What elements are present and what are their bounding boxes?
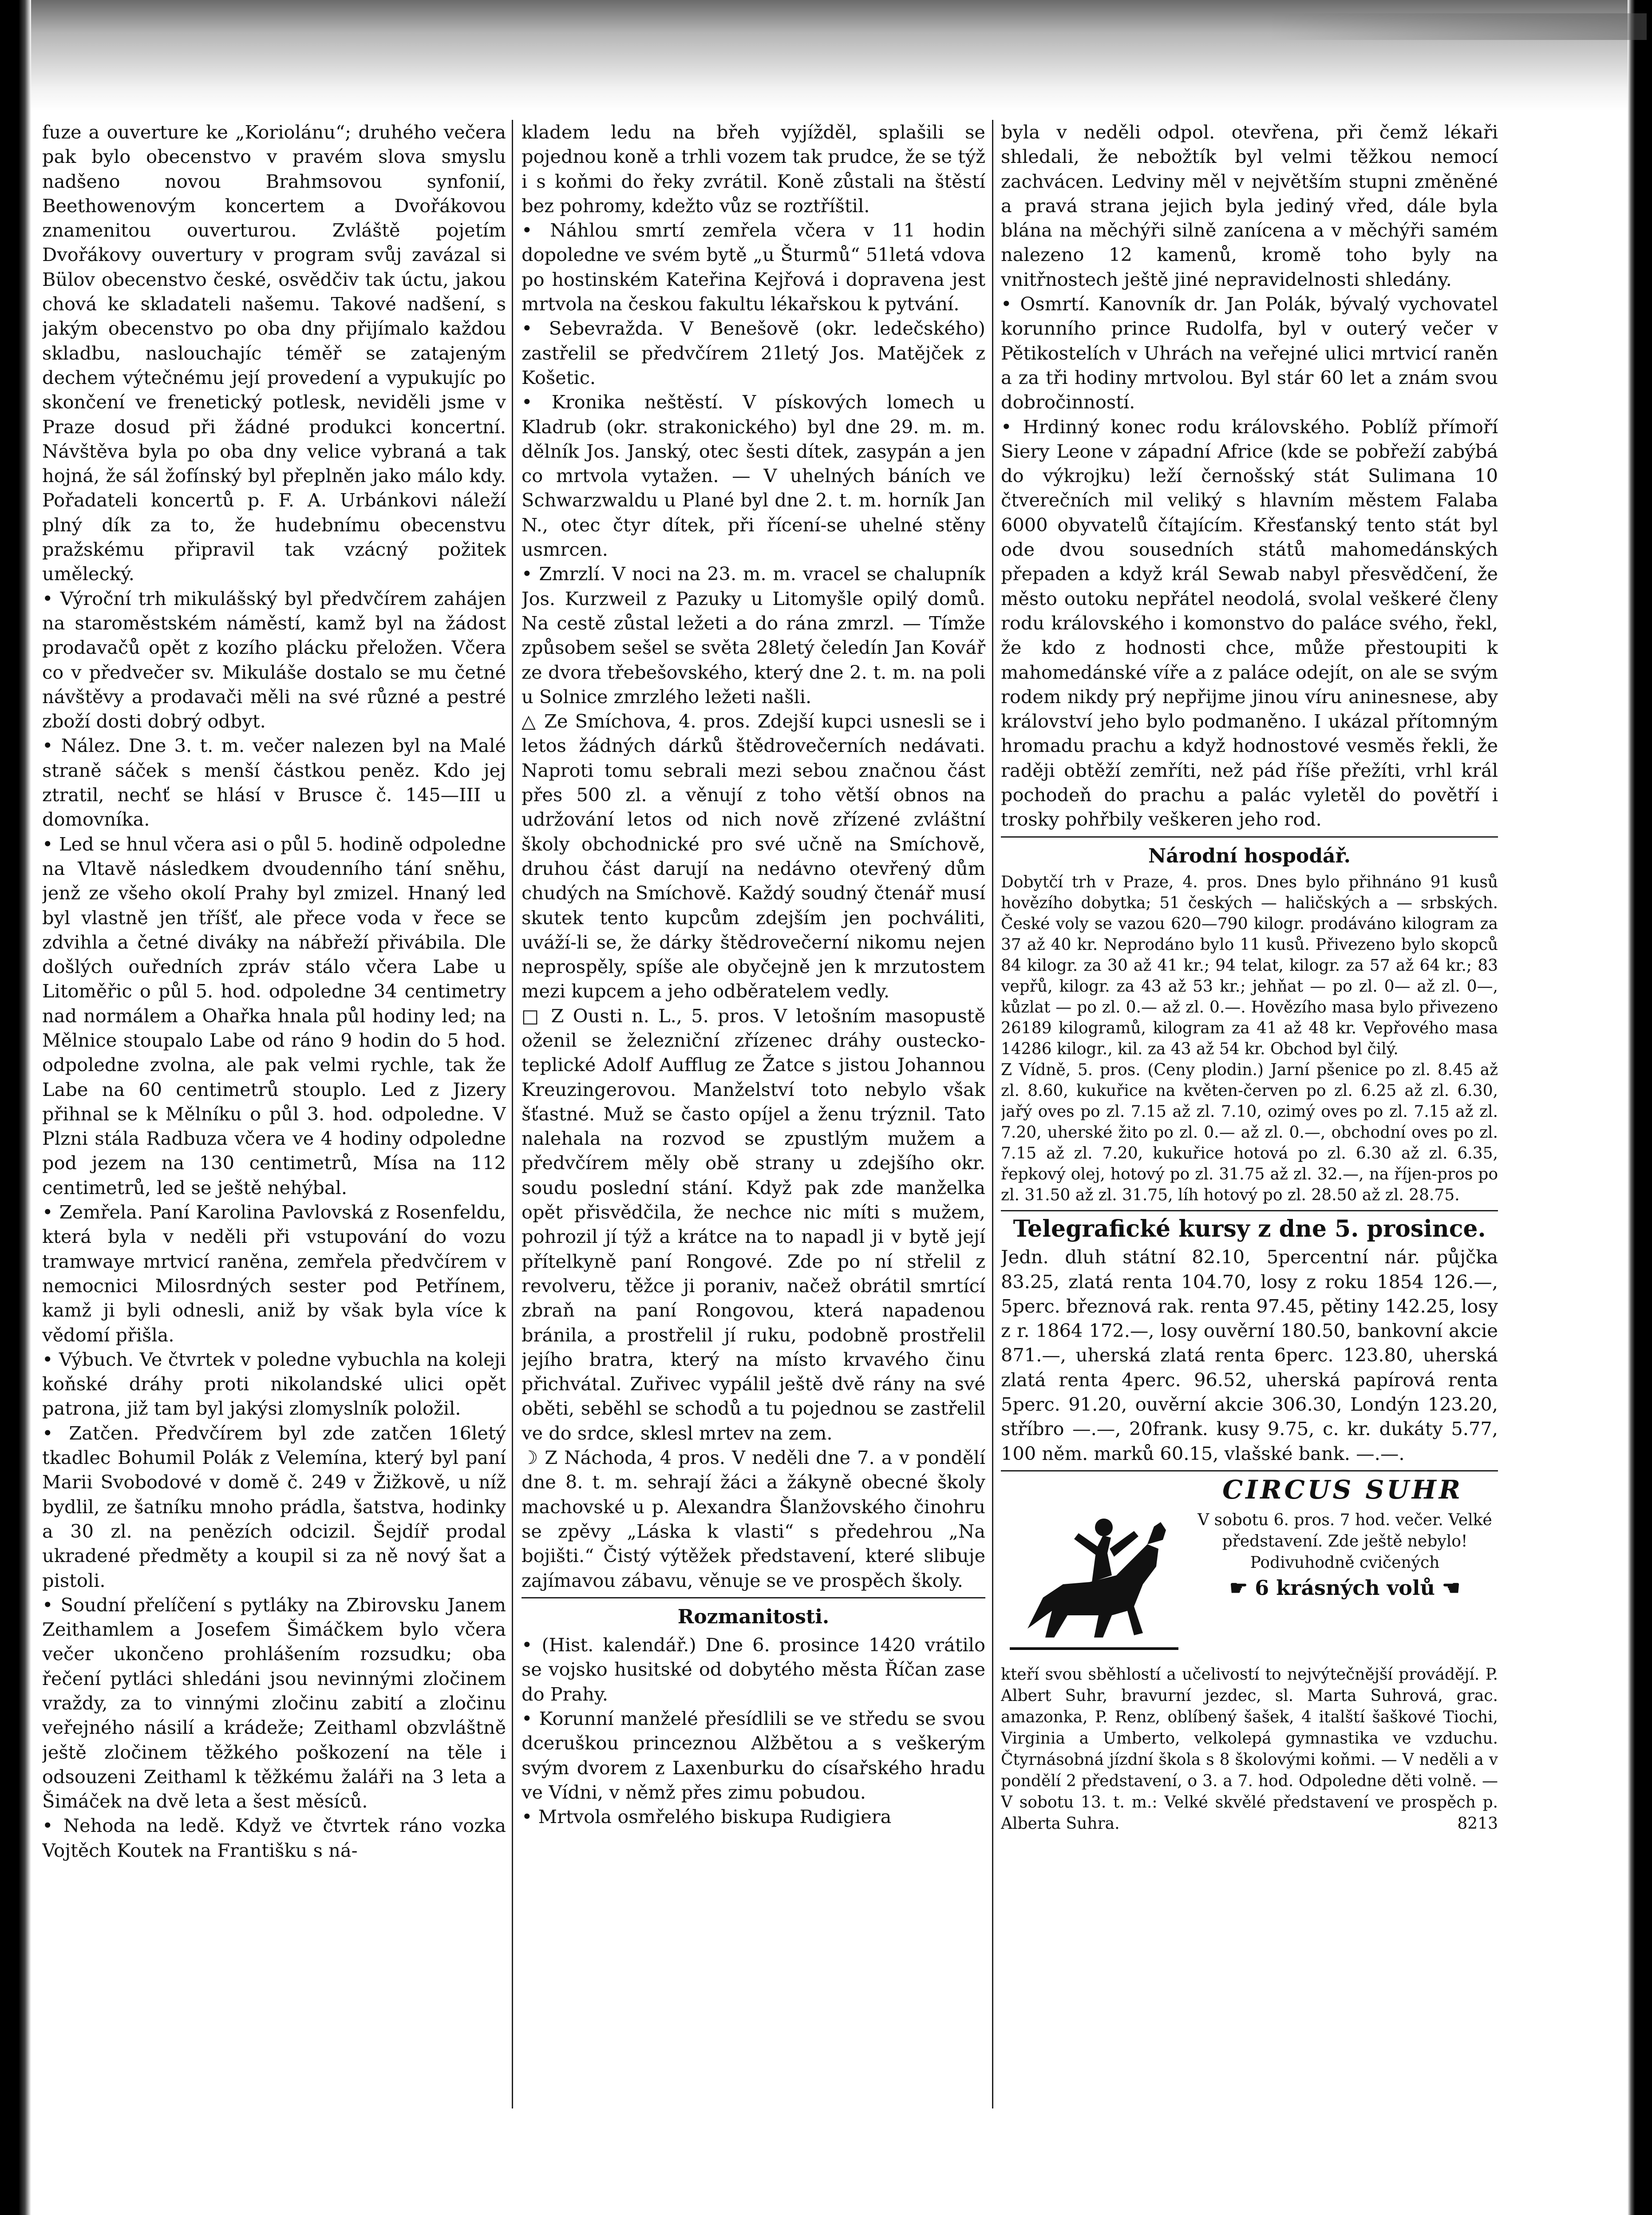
newspaper-page xyxy=(42,120,1605,2108)
article-arrested: • Zatčen. Předvčírem byl zde zatčen 16letý tkadlec Bohumil Polák z Velemína, který byl paní Marii Svobodové v domě č. 249 v Žižkově, u níž bydlil, ze šatníku mnoho prádla, šatstva, hodinky a 30 zl. na penězích odcizil. Šejdíř prodal ukradené předměty a koupil si za ně nový šat a pistoli. xyxy=(42,1422,506,1591)
circus-body-text: kteří svou sběhlostí a učelivostí to nejvýtečnější provádějí. P. Albert Suhr, bravurní jezdec, sl. Marta Suhrová, grac. amazonka, P. Renz, oblíbený šašek, 4 italští šaškové Tiochi, Virginia a Umberto, velkolepá gymnastika ve vzduchu. Čtyrnásobná jízdní škola s 8 školovými koňmi. — V neděli a v pondělí 2 představení, o 3. a 7. hod. Odpoledne děti volně. — V sobotu 13. t. m.: Velké skvělé představení ve prospěch p. Alberta Suhra. xyxy=(1001,1665,1498,1833)
section-heading-economy: Národní hospodář. xyxy=(1148,844,1351,867)
horse-rider-illustration xyxy=(1001,1482,1187,1660)
scan-edge-right xyxy=(1628,0,1652,2215)
article-bishop: • Mrtvola osmřelého biskupa Rudigiera xyxy=(522,1806,892,1828)
article-death-canon: • Osmrtí. Kanovník dr. Jan Polák, bývalý vychovatel korunního prince Rudolfa, byl v outerý večer v Pětikostelích v Uhrách na veřejné ulici mrtvicí raněn a za tři hodiny mrtvolou. Byl stár 60 let a znám svou dobročinností. xyxy=(1001,293,1498,413)
article-smichov: △ Ze Smíchova, 4. pros. Zdejší kupci usnesli se i letos žádných dárků štědrovečerních nedávati. Naproti tomu sebrali mezi sebou značnou část přes 500 zl. a věnují z toho větší obnos na udržování letos od nich nově zřízené zvláštní školy obchodnické pro své učně na Smíchově, druhou část darují na nedávno otevřený dům chudých na Smíchově. Každý soudný čtenář musí skutek tento kupcům zdejším jen pochváliti, uváží-li se, že dárky štědrovečerní nikomu nejen neprospěly, spíše ale obyčejně jen k mrzutostem mezi kupcem a jeho odběratelem vedly. xyxy=(522,710,985,1002)
article-hist-calendar: • (Hist. kalendář.) Dne 6. prosince 1420 vrátilo se vojsko husitské od dobytého města Říčan zase do Prahy. xyxy=(522,1634,985,1705)
article-found: • Nález. Dne 3. t. m. večer nalezen byl na Malé straně sáček s menší částkou peněz. Kdo jej ztratil, nechť se hlásí v Brusce č. 145—III u domovníka. xyxy=(42,735,506,831)
pointing-hand-icon: ☛ xyxy=(1229,1575,1255,1600)
article-suicide: • Sebevražda. V Benešově (okr. ledečského) zastřelil se předvčírem 21letý Jos. Matějček z Košetic. xyxy=(522,317,985,388)
article-crown-couple: • Korunní manželé přesídlili se ve středu se svou dceruškou princeznou Alžbětou a s veškerým svým dvorem z Laxenburku do císařského hradu ve Vídni, v němž přes zimu pobudou. xyxy=(522,1708,985,1803)
article-poachers-trial: • Soudní přelíčení s pytláky na Zbirovsku Janem Zeithamlem a Josefem Šimáčkem bylo včera večer ukončeno prohlášením rozsudku; oba řečení pytláci shledáni jsou nevinnými zločinem vraždy, za to vinnými zločinu zabití a zločinu veřejného násilí a krádeže; Zeithaml obzvláštně ještě zločinem těžkého poškození na těle i odsouzeni Zeithaml k těžkému žaláři na 3 leta a Šimáček na dvě leta a šest měsíců. xyxy=(42,1594,506,1812)
article-frozen: • Zmrzlí. V noci na 23. m. m. vracel se chalupník Jos. Kurzweil z Pazuky u Litomyšle opilý domů. Na cestě zůstal ležeti a do rána zmrzl. — Tímže způsobem sešel se světa 28letý čeledín Jan Kovář ze dvora třebešovského, který dne 2. t. m. na poli u Solnice zmrzlého ležeti našli. xyxy=(522,563,985,708)
section-heading-exchange: Telegrafické kursy z dne 5. prosince. xyxy=(1013,1215,1486,1242)
article-accidents: • Kronika neštěstí. V pískových lomech u Kladrub (okr. strakonického) byl dne 29. m. m. dělník Jos. Janský, otec šesti dítek, zasypán a jen co mrtvola vytažen. — V uhelných báních ve Schwarzwaldu u Plané byl dne 2. t. m. horník Jan N., otec čtyr dítek, při řícení-se uhelné stěny usmrcen. xyxy=(522,391,985,561)
article-royal-end: • Hrdinný konec rodu královského. Poblíž přímoří Siery Leone v západní Africe (kde se pobřeží zabýbá do výkrojku) leží černošský stát Sulimana 10 čtverečních mil veliký s hlavním městem Falaba 6000 obyvatelů čítajícím. Křesťanský tento stát byl ode dvou sousedních států mahomedánských přepaden a když král Sewab nabyl přesvědčení, že město outoku nepřátel neodolá, svolal veškeré členy rodu královského i komonstvo do paláce svého, řekl, že kdo z hodnosti chce, může přestoupiti k mahomedánské víře a z paláce odejít, on ale se svým rodem nikdy prý nepřijme jinou víru aninesnese, aby království jeho bylo podmaněno. I ukázal přítomným hromadu prachu a když hodnostové vesměs řekli, že raději obtěží zemříti, než pád říše přežíti, vrhl král pochodeň do prachu a palác vyletěl do povětří i trosky pohřbily veškeren jeho rod. xyxy=(1001,415,1498,831)
ad-code: 8213 xyxy=(1457,1814,1498,1833)
circus-advertisement xyxy=(1001,1474,1498,1970)
article-bishop-cont: byla v neděli odpol. otevřena, při čemž lékaři shledali, že nebožtík byl velmi těžkou nemocí zachvácen. Ledviny měl v největším stupni změněné a pravá strana jejich byla jediný vřed, dále byla blána na měchýři silně zanícena a v měchýři samém nalezeno 12 kamenů, kromě toho byly na vnitřnostech ještě jiné nepravidelnosti shledány. xyxy=(1001,121,1498,290)
article-cattle-market: Dobytčí trh v Praze, 4. pros. Dnes bylo přihnáno 91 kusů hovězího dobytka; 51 českých — haličských a — srbských. České voly se vazou 620—790 kilogr. prodáváno kilogram za 37 až 40 kr. Neprodáno bylo 11 kusů. Přivezeno bylo skopců 84 kilogr. za 30 až 41 kr.; 94 telat, kilogr. za 57 až 64 kr.; 83 vepřů, kilogr. za 43 až 53 kr.; jehňat — po zl. 0— až zl. 0—, kůzlat — po zl. 0.— až zl. 0.—. Hovězího masa bylo přivezeno 26189 kilogramů, kilogram za 41 až 48 kr. Vepřového masa 14286 kilogr., kil. za 43 až 54 kr. Obchod byl čilý. xyxy=(1001,873,1498,1058)
section-divider xyxy=(1001,1470,1498,1471)
section-divider xyxy=(1001,836,1498,838)
scan-edge-left xyxy=(0,0,31,2215)
article-usti: □ Z Ousti n. L., 5. pros. V letošním masopustě oženil se železniční zřízenec dráhy oustecko-teplické Adolf Aufflug ze Žatce s jistou Johannou Kreuzingerovou. Manželství toto nebylo však šťastné. Muž se často opíjel a ženu trýznil. Tato nalehala na rozvod se zpustlým mužem a předvčírem měly obě strany u zdejšího okr. soudu poslední stání. Když pak zde manželka opět přisvědčila, že nechce nic míti s mužem, pohrozil jí týž a krátce na to napadl ji v bytě její přítelkyně paní Rongové. Zde po ní střelil z revolveru, těžce ji poraniv, načež obrátil smrtící zbraň na paní Rongovou, která napadenou bránila, a prostřelil jí ruku, podobně prostřelil jejího bratra, který na místo krvavého činu přichvátal. Zuřivec vypálil ještě dvě rány na své oběti, seběhl se schodů a tu pojednou se zastřelil ve do srdce, sklesl mrtev na zem. xyxy=(522,1005,985,1444)
article-explosion: • Výbuch. Ve čtvrtek v poledne vybuchla na koleji koňské dráhy proti nikolandské ulici opět patrona, již tam byl jakýsi zlomyslník položil. xyxy=(42,1348,506,1420)
column-2 xyxy=(522,120,985,2108)
article-vienna-prices: Z Vídně, 5. pros. (Ceny plodin.) Jarní pšenice po zl. 8.45 až zl. 8.60, kukuřice na květen-červen po zl. 6.25 až zl. 6.30, jařý oves po zl. 7.15 až zl. 7.10, ozimý oves po zl. 7.15 až zl. 7.20, uherské žito po zl. 0.— až zl. 0.—, obchodní oves po zl. 7.15 až zl. 7.20, kukuřice hotová po zl. 6.30 až zl. 6.35, řepkový olej, hotový po zl. 31.75 až zl. 32.—, na říjen-pros po zl. 31.50 až zl. 31.75, líh hotový po zl. 28.50 až zl. 28.75. xyxy=(1001,1060,1498,1204)
column-rule xyxy=(992,120,993,2108)
article-ice: • Led se hnul včera asi o půl 5. hodině odpoledne na Vltavě následkem dvoudenního tání sněhu, jenž ze všeho okolí Prahy byl zmizel. Hnaný led byl vlastně jen tříšť, ale přece voda v řece se zdvihla a četné diváky na nábřeží přivábila. Dle došlých ouředních zpráv stálo včera Labe u Litoměřic o půl 5. hod. odpoledne 34 centimetry nad normálem a Ohařka hnala půl hodiny led; na Mělnice stoupalo Labe od ráno 9 hodin do 5 hod. odpoledne zvolna, ale pak velmi rychle, tak že Labe na 60 centimetrů stouplo. Led z Jizery přihnal se k Mělníku o půl 3. hod. odpoledne. V Plzni stála Radbuza včera ve 4 hodiny odpoledne pod jezem na 130 centimetrů, Mísa na 112 centimetrů, led se ještě nehýbal. xyxy=(42,833,506,1198)
column-rule xyxy=(512,120,513,2108)
article-mikulas-market: • Výroční trh mikulášský byl předvčírem zahájen na staroměstském náměstí, kamž byl na žádost prodavačů opět z kozího plácku přeložen. Včera co v předvečer sv. Mikuláše dostalo se mu četné návštěvy a prodavači měli na své různé a pestré zboží dosti dobrý odbyt. xyxy=(42,587,506,732)
article-sudden-death: • Náhlou smrtí zemřela včera v 11 hodin dopoledne ve svém bytě „u Šturmů“ 51letá vdova po hostinském Kateřina Kejřová i dopravena jest mrtvola na českou fakultu lékařskou k pytvání. xyxy=(522,219,985,315)
circus-details xyxy=(1001,1664,1498,1835)
circus-title: CIRCUS SUHR xyxy=(1222,1474,1463,1505)
column-1 xyxy=(42,120,506,2108)
section-divider xyxy=(522,1597,985,1598)
circus-announcement xyxy=(1192,1510,1498,1598)
article-died: • Zemřela. Paní Karolina Pavlovská z Rosenfeldu, která byla v neděli při vstupování do vozu tramwaye mrtvicí raněna, zemřela předvčírem v nemocnici Milosrdných sester pod Petřínem, kamž ji byli odnesli, aniž by však byla více k vědomí přišla. xyxy=(42,1201,506,1346)
article-exchange-rates: Jedn. dluh státní 82.10, 5percentní nár. půjčka 83.25, zlatá renta 104.70, losy z roku 1854 126.—, 5perc. březnová rak. renta 97.45, pětiny 142.25, losy z r. 1864 172.—, losy ouvěrní 180.50, bankovní akcie 871.—, uherská zlatá renta 6perc. 123.80, uherská zlatá renta 4perc. 96.52, uherská papírová renta 5perc. 91.20, ouvěrní akcie 306.30, Londýn 123.20, stříbro —.—, 20frank. kusy 9.75, c. kr. dukáty 5.77, 100 něm. marků 60.15, vlašské bank. —.—. xyxy=(1001,1246,1498,1464)
article-nachod: ☽ Z Náchoda, 4 pros. V neděli dne 7. a v pondělí dne 8. t. m. sehrají žáci a žákyně obecné školy machovské u p. Alexandra Šlanžovského činohru se zpěvy „Láska k vlasti“ s předehrou „Na bojišti.“ Čistý výtěžek představení, které slibuje zajímavou zábavu, věnuje se ve prospěch školy. xyxy=(522,1447,985,1591)
circus-highlight-text: 6 krásných volů xyxy=(1255,1575,1435,1600)
article-concert: fuze a ouverture ke „Koriolánu“; druhého večera pak bylo obecenstvo v pravém slova smyslu nadšeno novou Brahmsovou synfonií, Beethowenovým koncertem a Dvořákovou znamenitou ouverturou. Zvláště pojetím Dvořákovy ouvertury v program svůj zavázal si Bülov obecenstvo české, osvědčiv tak úctu, jakou chová ke skladateli našemu. Takové nadšení, s jakým obecenstvo po oba dny přijímalo každou skladbu, naslouchajíc téměř se zatajeným dechem výtečnému její provedení a vypukujíc po skončení ve frenetický potlesk, neviděli jsme v Praze dosud při žádné produkci koncertní. Návštěva byla po oba dny velice vybraná a tak hojná, že sál žofínský byl přeplněn jako málo kdy. Pořadateli koncertů p. F. A. Urbánkovi náleží plný dík za to, že hudebnímu obecenstvu pražskému připravil tak vzácný požitek umělecký. xyxy=(42,121,506,585)
article-ice-accident: • Nehoda na ledě. Když ve čtvrtek ráno vozka Vojtěch Koutek na Františku s ná- xyxy=(42,1815,506,1861)
section-heading-rozmanitosti: Rozmanitosti. xyxy=(677,1605,830,1628)
circus-highlight xyxy=(1192,1577,1498,1598)
column-3 xyxy=(1001,120,1498,2108)
section-divider xyxy=(1001,1210,1498,1211)
circus-announcement-text: V sobotu 6. pros. 7 hod. večer. Velké představení. Zde ještě nebylo! Podivuhodně cvičených xyxy=(1198,1511,1492,1572)
scan-corner-shadow xyxy=(1269,13,1647,40)
pointing-hand-icon: ☚ xyxy=(1435,1575,1461,1600)
article-ice-accident-cont: kladem ledu na břeh vyjížděl, splašili se pojednou koně a trhli vozem tak prudce, že se týž i s koňmi do řeky zvrátil. Koně zůstali na štěstí bez pohromy, kdežto vůz se roztříštil. xyxy=(522,121,985,217)
